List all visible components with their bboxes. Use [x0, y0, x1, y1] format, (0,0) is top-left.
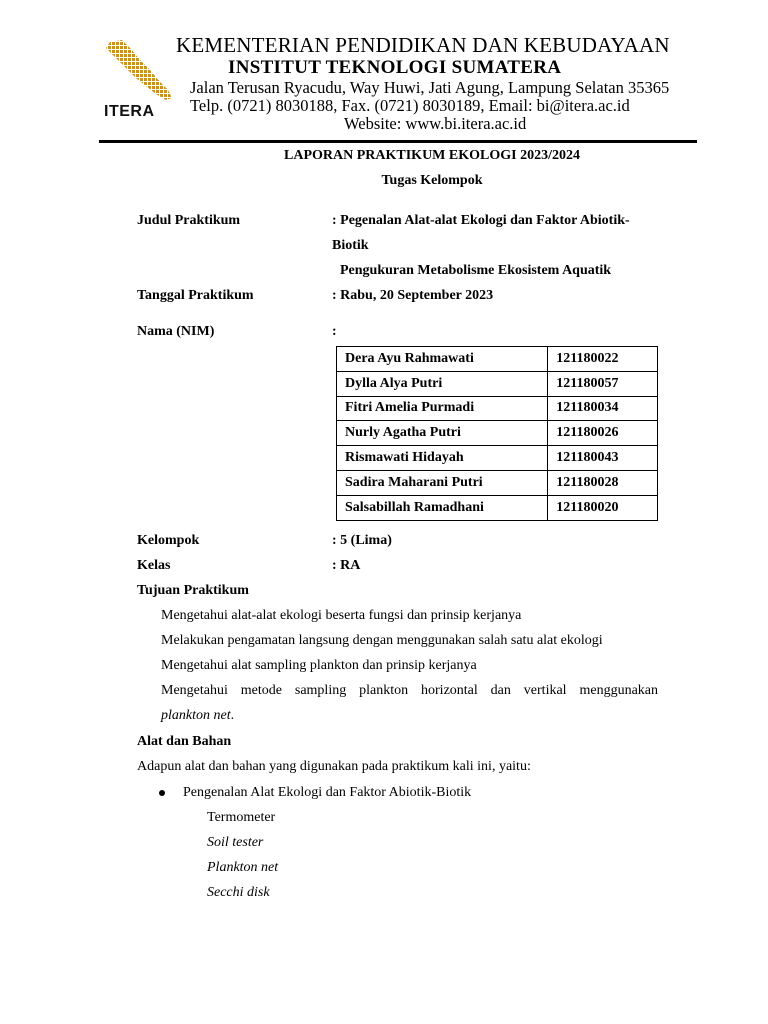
member-name: Fitri Amelia Purmadi [337, 396, 548, 421]
tujuan-item-continuation [161, 708, 234, 724]
tanggal-label: Tanggal Praktikum [137, 288, 254, 303]
member-nim: 121180034 [548, 396, 658, 421]
judul-value-line3: Pengukuran Metabolisme Ekosistem Aquatik [340, 263, 612, 278]
alat-list-item: Secchi disk [207, 885, 270, 900]
alat-list-item: Plankton net [207, 860, 279, 875]
table-row [337, 446, 658, 471]
logo-wordmark: ITERA [104, 103, 155, 120]
institute-contact: Telp. (0721) 8030188, Fax. (0721) 8030189, Email: bi@itera.ac.id [190, 96, 630, 115]
tujuan-item: Mengetahui alat-alat ekologi beserta fungsi dan prinsip kerjanya [161, 608, 522, 623]
alat-heading: Alat dan Bahan [137, 734, 232, 749]
alat-list-item: Soil tester [207, 835, 264, 850]
judul-label: Judul Praktikum [137, 213, 241, 228]
member-name: Nurly Agatha Putri [337, 421, 548, 446]
tujuan-heading: Tujuan Praktikum [137, 583, 249, 598]
member-name: Dylla Alya Putri [337, 371, 548, 396]
member-nim: 121180020 [548, 495, 658, 520]
tujuan-item: Mengetahui metode sampling plankton horizontal dan vertikal menggunakan [161, 683, 658, 698]
nama-label: Nama (NIM) [137, 324, 215, 339]
table-row [337, 396, 658, 421]
kelompok-label: Kelompok [137, 533, 200, 548]
plankton-net-term: plankton net [161, 708, 231, 723]
report-subtitle: Tugas Kelompok [381, 173, 483, 188]
member-name: Rismawati Hidayah [337, 446, 548, 471]
table-row [337, 495, 658, 520]
letterhead-divider [99, 140, 697, 143]
institute-name: INSTITUT TEKNOLOGI SUMATERA [228, 57, 562, 78]
member-nim: 121180057 [548, 371, 658, 396]
ministry-name: KEMENTERIAN PENDIDIKAN DAN KEBUDAYAAN [176, 33, 670, 57]
alat-intro: Adapun alat dan bahan yang digunakan pada praktikum kali ini, yaitu: [137, 759, 531, 774]
bullet-icon [159, 790, 165, 796]
table-row [337, 347, 658, 372]
tanggal-value: : Rabu, 20 September 2023 [332, 288, 494, 303]
institute-address: Jalan Terusan Ryacudu, Way Huwi, Jati Agung, Lampung Selatan 35365 [190, 78, 670, 97]
table-row [337, 371, 658, 396]
kelas-label: Kelas [137, 558, 171, 573]
judul-value-line1: : Pegenalan Alat-alat Ekologi dan Faktor Abiotik- [332, 213, 630, 228]
table-row [337, 470, 658, 495]
member-name: Sadira Maharani Putri [337, 470, 548, 495]
alat-list-item: Termometer [207, 810, 276, 825]
member-nim: 121180028 [548, 470, 658, 495]
member-name: Dera Ayu Rahmawati [337, 347, 548, 372]
alat-bullet-item: Pengenalan Alat Ekologi dan Faktor Abiotik-Biotik [183, 785, 472, 800]
nama-colon: : [332, 324, 337, 339]
judul-value-line2: Biotik [332, 238, 369, 253]
member-name: Salsabillah Ramadhani [337, 495, 548, 520]
tujuan-item: Melakukan pengamatan langsung dengan menggunakan salah satu alat ekologi [161, 633, 603, 648]
member-nim: 121180022 [548, 347, 658, 372]
tujuan-item: Mengetahui alat sampling plankton dan prinsip kerjanya [161, 658, 477, 673]
period: . [230, 708, 235, 723]
member-nim: 121180026 [548, 421, 658, 446]
kelas-value: : RA [332, 558, 361, 573]
report-title: LAPORAN PRAKTIKUM EKOLOGI 2023/2024 [284, 148, 580, 163]
member-table [336, 346, 658, 521]
member-nim: 121180043 [548, 446, 658, 471]
table-row [337, 421, 658, 446]
kelompok-value: : 5 (Lima) [332, 533, 392, 548]
institute-website: Website: www.bi.itera.ac.id [344, 114, 527, 133]
